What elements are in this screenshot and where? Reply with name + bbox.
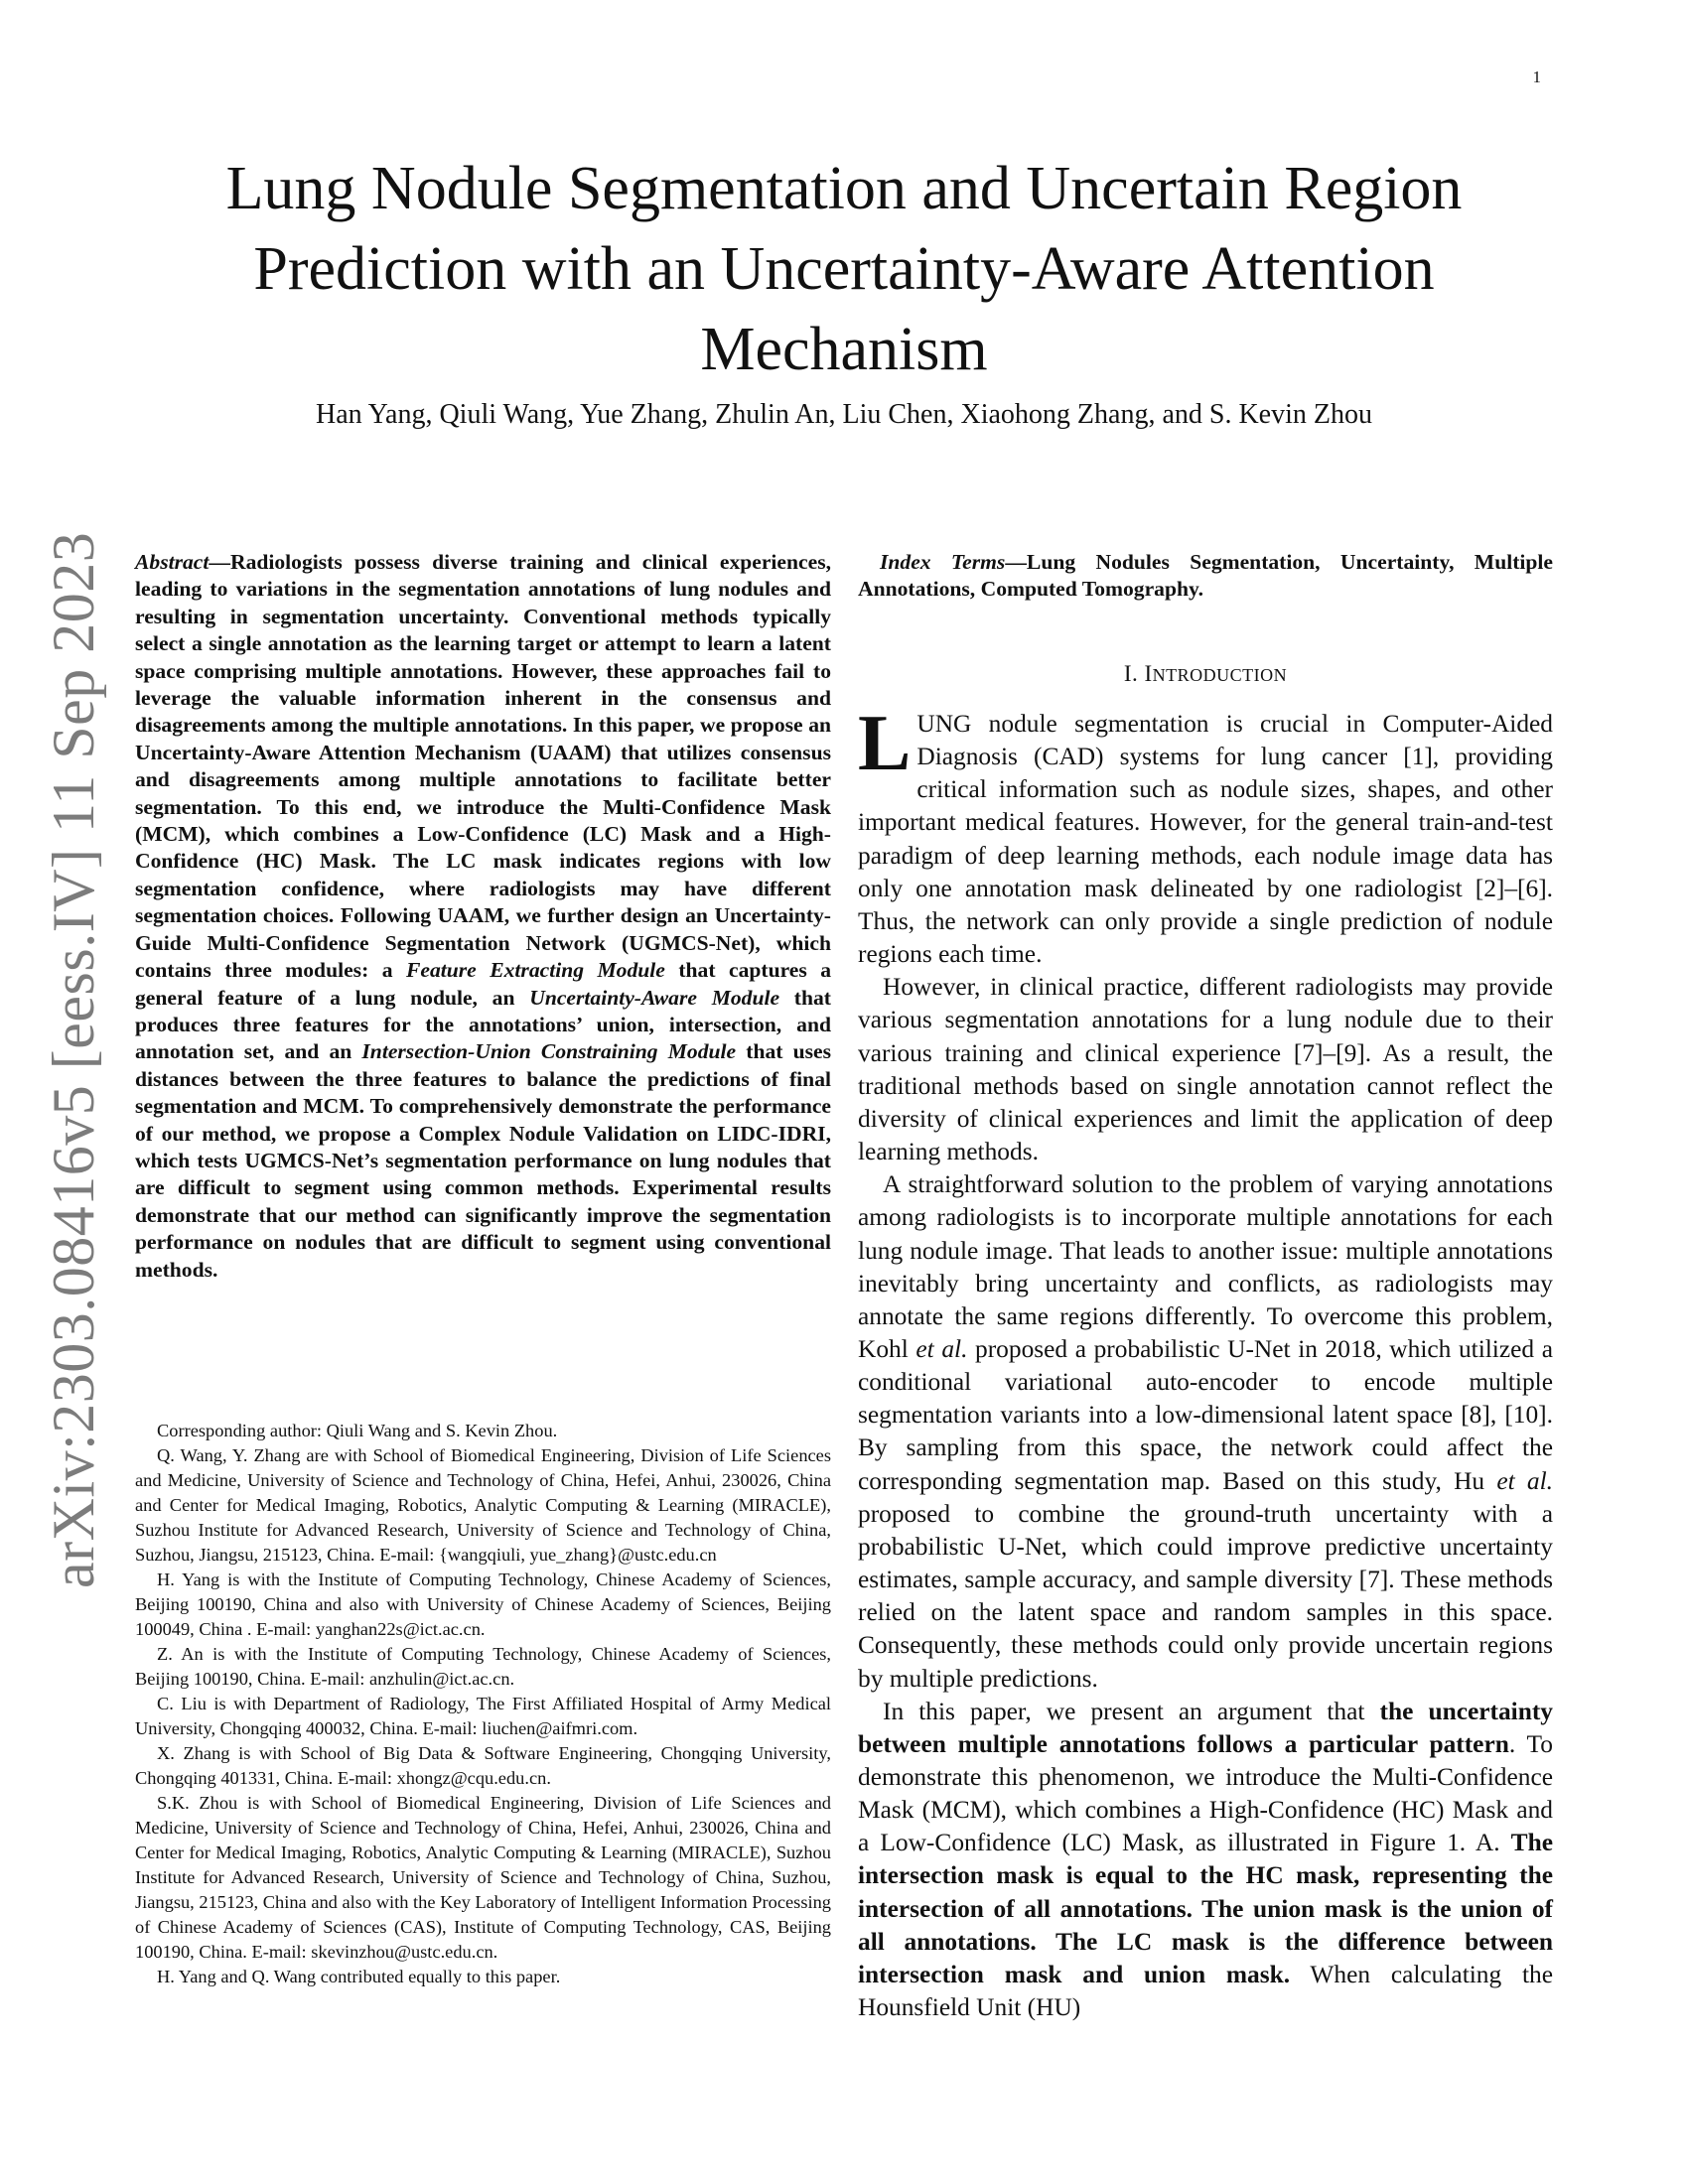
arxiv-stamp: arXiv:2303.08416v5 [eess.IV] 11 Sep 2023 xyxy=(41,531,106,1588)
abstract-term: Feature Extracting Module xyxy=(405,958,665,983)
section-title-rest: NTRODUCTION xyxy=(1152,665,1288,685)
footnote: Corresponding author: Qiuli Wang and S. Kevin Zhou. xyxy=(157,1421,558,1440)
index-terms-label: Index Terms xyxy=(880,550,1006,574)
footnote: C. Liu is with Department of Radiology, The First Affiliated Hospital of Army Medical University, Chongqing 400032, China. E-mail: liuchen@aifmri.com. xyxy=(135,1694,831,1738)
abstract-text: that produces three features for the annotations’ union, intersection, and annotation set, and an xyxy=(135,985,831,1064)
paragraph-text: proposed a probabilistic U-Net in 2018, which utilized a conditional variational auto-encoder to encode multiple segmentation variants into a low-dimensional latent space [8], [10]. By sampling from this space, the network could affect the corresponding segmentation map. Based on this study, Hu xyxy=(858,1334,1553,1495)
drop-cap: L xyxy=(858,700,912,787)
paragraph xyxy=(858,700,1553,971)
emphasis-text: The intersection mask is equal to the HC mask, representing the intersection of all annotations. The union mask is the union of all annotations. The LC mask is the difference between intersection mask and union mask. xyxy=(858,1829,1553,1988)
paragraph-text: A straightforward solution to the problem of varying annotations among radiologists is to incorporate multiple annotations for each lung nodule image. That leads to another issue: multiple annotations inevitably bring uncertainty and conflicts, as radiologists may annotate the same regions differently. To overcome this problem, Kohl xyxy=(858,1170,1553,1363)
paragraph xyxy=(858,1168,1553,1696)
footnote: Z. An is with the Institute of Computing Technology, Chinese Academy of Sciences, Beijing 100190, China. E-mail: anzhulin@ict.ac.cn. xyxy=(135,1644,831,1689)
paragraph-text: . To demonstrate this phenomenon, we introduce the Multi-Confidence Mask (MCM), which combines a High-Confidence (HC) Mask and a Low-Confidence (LC) Mask, as illustrated in Figure 1. A. xyxy=(858,1729,1553,1857)
section-heading xyxy=(858,661,1553,687)
abstract-text: that uses distances between the three features to balance the predictions of final segmentation and MCM. To comprehensively demonstrate the performance of our method, we propose a Complex Nodule Validation on LIDC-IDRI, which tests UGMCS-Net’s segmentation performance on lung nodules that are difficult to segment using common methods. Experimental results demonstrate that our method can significantly improve the segmentation performance on nodules that are difficult to segment using conventional methods. xyxy=(135,1039,831,1282)
abstract-label: Abstract xyxy=(135,550,210,574)
author-list: Han Yang, Qiuli Wang, Yue Zhang, Zhulin An, Liu Chen, Xiaohong Zhang, and S. Kevin Zhou xyxy=(316,399,1372,430)
section-number: I. xyxy=(1123,661,1145,686)
paragraph-text: proposed to combine the ground-truth uncertainty with a probabilistic U-Net, which could improve predictive uncertainty estimates, sample accuracy, and sample diversity [7]. These methods relied on the latent space and random samples in this space. Consequently, these methods could only provide uncertain regions by multiple predictions. xyxy=(858,1499,1553,1693)
abstract-text: that captures a general feature of a lung nodule, an xyxy=(135,958,832,1010)
introduction-body xyxy=(858,700,1553,2024)
abstract-term: Intersection-Union Constraining Module xyxy=(361,1039,737,1064)
citation-etal: et al. xyxy=(1496,1466,1553,1495)
footnote: S.K. Zhou is with School of Biomedical Engineering, Division of Life Sciences and Medicine, University of Science and Technology of China, Hefei, Anhui, 230026, China and Center for Medical Imaging, Robotics, Analytic Computing & Learning (MIRACLE), Suzhou Institute for Advanced Research, University of Science and Technology of China, Suzhou, Jiangsu, 215123, China and also with the Key Laboratory of Intelligent Information Processing of Chinese Academy of Sciences (CAS), Institute of Computing Technology, CAS, Beijing 100190, China. E-mail: skevinzhou@ustc.edu.cn. xyxy=(135,1793,831,1962)
index-terms-text: —Lung Nodules Segmentation, Uncertainty, Multiple Annotations, Computed Tomography. xyxy=(858,550,1553,602)
abstract-term: Uncertainty-Aware Module xyxy=(529,985,780,1010)
paragraph: However, in clinical practice, different radiologists may provide various segmentation annotations for a lung nodule due to their various training and clinical experience [7]–[9]. As a result, the traditional methods based on single annotation cannot reflect the diversity of clinical experiences and limit the application of deep learning methods. xyxy=(858,973,1553,1166)
paper-title: Lung Nodule Segmentation and Uncertain Region Prediction with an Uncertainty-Aware Attention Mechanism xyxy=(225,155,1463,383)
paragraph-text: In this paper, we present an argument that xyxy=(883,1697,1380,1725)
footnotes xyxy=(135,1419,831,1989)
footnote: X. Zhang is with School of Big Data & Software Engineering, Chongqing University, Chongqing 401331, China. E-mail: xhongz@cqu.edu.cn. xyxy=(135,1743,831,1788)
index-terms xyxy=(858,549,1553,604)
abstract xyxy=(135,549,831,1284)
paragraph-text: When calculating the Hounsfield Unit (HU) xyxy=(858,1960,1553,2022)
emphasis-text: the uncertainty between multiple annotations follows a particular pattern xyxy=(858,1697,1553,1758)
footnote: Q. Wang, Y. Zhang are with School of Biomedical Engineering, Division of Life Sciences and Medicine, University of Science and Technology of China, Hefei, Anhui, 230026, China and Center for Medical Imaging, Robotics, Analytic Computing & Learning (MIRACLE), Suzhou Institute for Advanced Research, University of Science and Technology of China, Suzhou, Jiangsu, 215123, China. E-mail: {wangqiuli, yue_zhang}@ustc.edu.cn xyxy=(135,1445,831,1565)
citation-etal: et al. xyxy=(915,1334,968,1363)
footnote: H. Yang and Q. Wang contributed equally to this paper. xyxy=(157,1967,561,1986)
page-number: 1 xyxy=(1532,68,1541,86)
footnote: H. Yang is with the Institute of Computing Technology, Chinese Academy of Sciences, Beijing 100190, China and also with University of Chinese Academy of Sciences, Beijing 100049, China . E-mail: yanghan22s@ict.ac.cn. xyxy=(135,1570,831,1639)
paragraph-text: UNG nodule segmentation is crucial in Computer-Aided Diagnosis (CAD) systems for lung cancer [1], providing critical information such as nodule sizes, shapes, and other important medical features. However, for the general train-and-test paradigm of deep learning methods, each nodule image data has only one annotation mask delineated by one radiologist [2]–[6]. Thus, the network can only provide a single prediction of nodule regions each time. xyxy=(858,710,1553,969)
section-title-initial: I xyxy=(1144,661,1153,686)
paragraph xyxy=(858,1696,1553,2025)
abstract-text: —Radiologists possess diverse training and clinical experiences, leading to variations in the segmentation annotations of lung nodules and resulting in segmentation uncertainty. Conventional methods typically select a single annotation as the learning target or attempt to learn a latent space comprising multiple annotations. However, these approaches fail to leverage the valuable information inherent in the consensus and disagreements among the multiple annotations. In this paper, we propose an Uncertainty-Aware Attention Mechanism (UAAM) that utilizes consensus and disagreements among multiple annotations to facilitate better segmentation. To this end, we introduce the Multi-Confidence Mask (MCM), which combines a Low-Confidence (LC) Mask and a High-Confidence (HC) Mask. The LC mask indicates regions with low segmentation confidence, where radiologists may have different segmentation choices. Following UAAM, we further design an Uncertainty-Guide Multi-Confidence Segmentation Network (UGMCS-Net), which contains three modules: a xyxy=(135,550,831,983)
